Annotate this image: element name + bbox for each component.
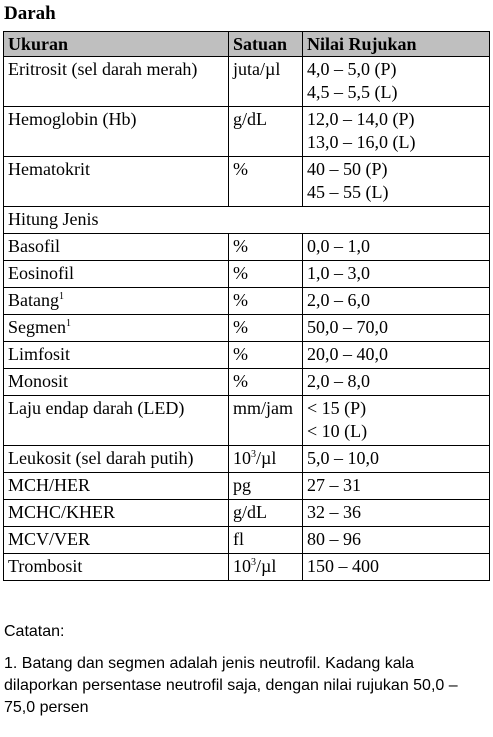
row-label: Limfosit [4,342,229,369]
section-title: Darah [4,3,56,24]
row-unit: pg [229,473,303,500]
row-unit: % [229,342,303,369]
row-reference [303,107,490,157]
row-reference [303,396,490,446]
reference-female: 40 – 50 (P) [307,159,388,179]
row-unit [229,554,303,581]
label-text: Batang [8,290,59,310]
table-row [4,261,490,288]
notes-section [4,621,490,719]
row-unit: g/dL [229,500,303,527]
row-label: MCH/HER [4,473,229,500]
row-reference: 2,0 – 8,0 [303,369,490,396]
row-reference: 2,0 – 6,0 [303,288,490,315]
reference-female: 4,0 – 5,0 (P) [307,59,397,79]
row-label: Eosinofil [4,261,229,288]
group-label: Hitung Jenis [4,207,490,234]
table-row [4,446,490,473]
row-unit: g/dL [229,107,303,157]
header-measure: Ukuran [4,32,229,57]
footnote-marker: 1 [66,318,71,329]
row-label: Trombosit [4,554,229,581]
row-label [4,315,229,342]
row-reference: 50,0 – 70,0 [303,315,490,342]
row-reference: 150 – 400 [303,554,490,581]
row-unit [229,446,303,473]
unit-base: 10 [233,556,251,576]
row-reference: 20,0 – 40,0 [303,342,490,369]
row-reference: 27 – 31 [303,473,490,500]
unit-exponent: 3 [251,557,256,568]
label-text: Segmen [8,317,66,337]
reference-male: 13,0 – 16,0 (L) [307,132,416,152]
table-row [4,527,490,554]
table-row [4,157,490,207]
row-unit: juta/µl [229,57,303,107]
row-unit: % [229,157,303,207]
table-row [4,315,490,342]
row-label: Leukosit (sel darah putih) [4,446,229,473]
table-row [4,369,490,396]
table-row [4,554,490,581]
table-row [4,500,490,527]
unit-rest: /µl [256,448,277,468]
reference-female: < 15 (P) [307,398,367,418]
table-row [4,342,490,369]
row-unit: % [229,369,303,396]
table-row [4,396,490,446]
table-header-row [4,32,490,57]
table-row [4,473,490,500]
row-reference [303,157,490,207]
row-label: Basofil [4,234,229,261]
row-unit: % [229,288,303,315]
row-unit: % [229,234,303,261]
table-row [4,107,490,157]
row-reference: 0,0 – 1,0 [303,234,490,261]
row-reference: 5,0 – 10,0 [303,446,490,473]
table-row [4,57,490,107]
row-reference: 1,0 – 3,0 [303,261,490,288]
unit-base: 10 [233,448,251,468]
row-label: Monosit [4,369,229,396]
row-label: Eritrosit (sel darah merah) [4,57,229,107]
row-reference: 32 – 36 [303,500,490,527]
row-unit: % [229,261,303,288]
table-group-row [4,207,490,234]
header-unit: Satuan [229,32,303,57]
row-unit: mm/jam [229,396,303,446]
footnote-marker: 1 [59,291,64,302]
row-label: MCHC/KHER [4,500,229,527]
row-label: Laju endap darah (LED) [4,396,229,446]
row-label: MCV/VER [4,527,229,554]
row-unit: fl [229,527,303,554]
unit-exponent: 3 [251,449,256,460]
row-label: Hematokrit [4,157,229,207]
row-label [4,288,229,315]
reference-female: 12,0 – 14,0 (P) [307,109,415,129]
table-row [4,288,490,315]
reference-table [3,31,490,581]
reference-male: < 10 (L) [307,421,368,441]
table-row [4,234,490,261]
row-reference [303,57,490,107]
unit-rest: /µl [256,556,277,576]
row-label: Hemoglobin (Hb) [4,107,229,157]
footnote-1: 1. Batang dan segmen adalah jenis neutrofil. Kadang kala dilaporkan persentase neutrofil saja, dengan nilai rujukan 50,0 – 75,0 persen [4,655,458,716]
notes-heading: Catatan: [4,623,65,640]
row-reference: 80 – 96 [303,527,490,554]
reference-male: 45 – 55 (L) [307,182,389,202]
reference-male: 4,5 – 5,5 (L) [307,82,398,102]
row-unit: % [229,315,303,342]
header-reference: Nilai Rujukan [303,32,490,57]
